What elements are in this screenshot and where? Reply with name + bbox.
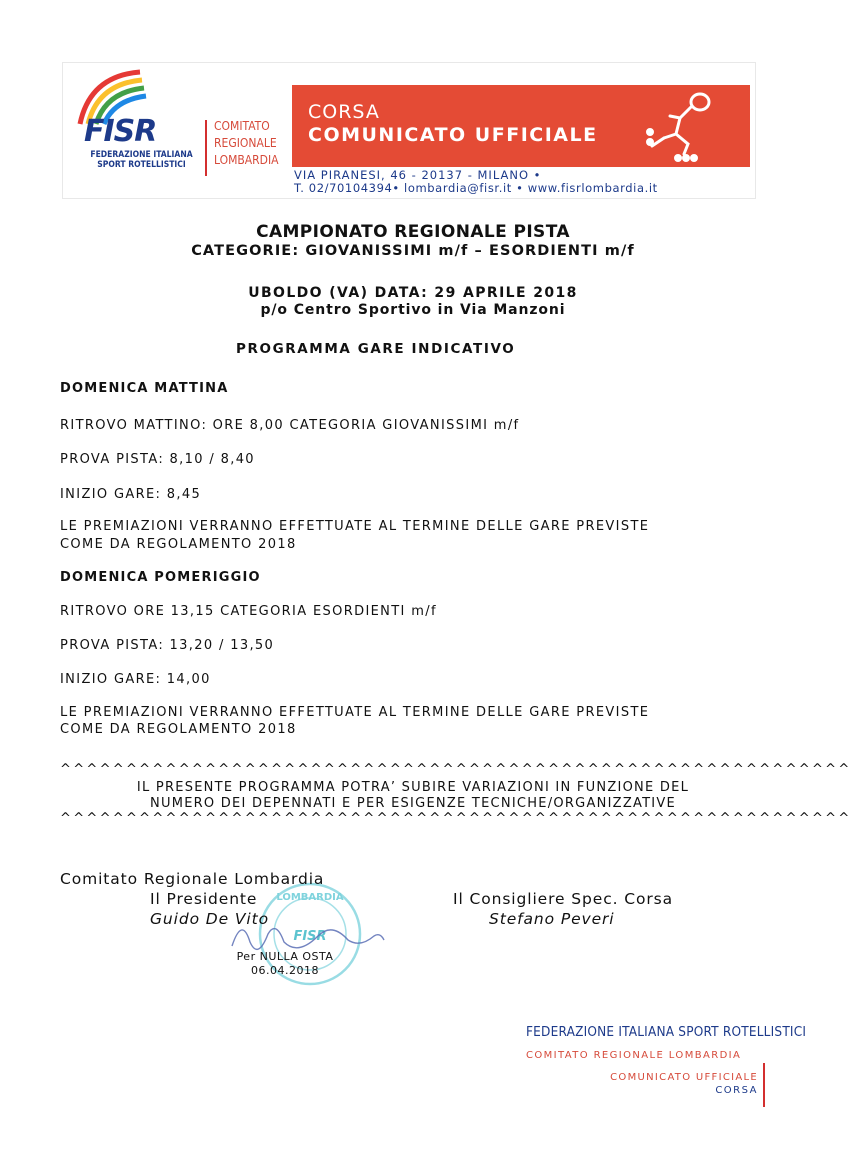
comitato-line-1: COMITATO xyxy=(214,119,270,133)
header-contacts: T. 02/70104394• lombardia@fisr.it • www.fisrlombardia.it xyxy=(294,181,658,195)
afternoon-prova-pista: PROVA PISTA: 13,20 / 13,50 xyxy=(60,638,275,653)
morning-prova-pista: PROVA PISTA: 8,10 / 8,40 xyxy=(60,452,255,467)
morning-heading: DOMENICA MATTINA xyxy=(60,381,229,396)
footer-comitato: COMITATO REGIONALE LOMBARDIA xyxy=(526,1050,742,1061)
morning-premiazioni-line-2: COME DA REGOLAMENTO 2018 xyxy=(60,537,297,552)
banner-discipline: CORSA xyxy=(308,101,380,123)
notice-line-2: NUMERO DEI DEPENNATI E PER ESIGENZE TECNICHE/ORGANIZZATIVE xyxy=(149,796,676,811)
councillor-role: Il Consigliere Spec. Corsa xyxy=(453,890,674,908)
fisr-logo-subtitle: FEDERAZIONE ITALIANA SPORT ROTELLISTICI xyxy=(90,150,193,170)
comitato-logo-text xyxy=(214,118,284,169)
header-address: VIA PIRANESI, 46 - 20137 - MILANO • xyxy=(294,168,542,182)
event-title: CAMPIONATO REGIONALE PISTA xyxy=(256,222,570,242)
president-name: Guido De Vito xyxy=(150,910,269,928)
footer-corsa: CORSA xyxy=(715,1085,758,1096)
stamp-text-center: FISR xyxy=(293,929,327,944)
notice-line-1: IL PRESENTE PROGRAMMA POTRA’ SUBIRE VARIAZIONI IN FUNZIONE DEL xyxy=(136,780,690,795)
logo-divider xyxy=(205,120,207,176)
event-place-date: UBOLDO (VA) DATA: 29 APRILE 2018 xyxy=(248,285,578,301)
footer-accent-bar xyxy=(763,1063,765,1107)
morning-inizio-gare: INIZIO GARE: 8,45 xyxy=(60,487,202,502)
morning-premiazioni-line-1: LE PREMIAZIONI VERRANNO EFFETTUATE AL TERMINE DELLE GARE PREVISTE xyxy=(60,519,650,534)
skater-icon xyxy=(640,88,720,164)
afternoon-premiazioni-line-2: COME DA REGOLAMENTO 2018 xyxy=(60,722,297,737)
program-title: PROGRAMMA GARE INDICATIVO xyxy=(236,341,516,357)
nulla-osta-date: 06.04.2018 xyxy=(251,964,319,977)
footer-comunicato: COMUNICATO UFFICIALE xyxy=(610,1072,758,1083)
comitato-line-2: REGIONALE xyxy=(214,136,277,150)
nulla-osta xyxy=(230,950,340,978)
caret-divider-bottom: ^^^^^^^^^^^^^^^^^^^^^^^^^^^^^^^^^^^^^^^^^^^^^^^^^^^^^^^^^^^^ xyxy=(60,811,852,826)
stamp-text-top: LOMBARDIA xyxy=(276,892,344,903)
afternoon-heading: DOMENICA POMERIGGIO xyxy=(60,570,261,585)
nulla-osta-label: Per NULLA OSTA xyxy=(236,950,334,963)
councillor-name: Stefano Peveri xyxy=(489,910,615,928)
fisr-logo: FISR xyxy=(84,114,157,149)
banner-title: COMUNICATO UFFICIALE xyxy=(308,124,598,146)
morning-ritrovo: RITROVO MATTINO: ORE 8,00 CATEGORIA GIOVANISSIMI m/f xyxy=(60,418,520,433)
afternoon-inizio-gare: INIZIO GARE: 14,00 xyxy=(60,672,211,687)
event-categories: CATEGORIE: GIOVANISSIMI m/f – ESORDIENTI m/f xyxy=(191,243,635,259)
event-venue: p/o Centro Sportivo in Via Manzoni xyxy=(260,302,566,318)
footer-federation: FEDERAZIONE ITALIANA SPORT ROTELLISTICI xyxy=(526,1024,807,1040)
signature-organization: Comitato Regionale Lombardia xyxy=(60,870,325,888)
afternoon-premiazioni-line-1: LE PREMIAZIONI VERRANNO EFFETTUATE AL TERMINE DELLE GARE PREVISTE xyxy=(60,705,650,720)
comitato-line-3: LOMBARDIA xyxy=(214,153,279,167)
president-role: Il Presidente xyxy=(150,890,258,908)
afternoon-ritrovo: RITROVO ORE 13,15 CATEGORIA ESORDIENTI m/f xyxy=(60,604,437,619)
caret-divider-top: ^^^^^^^^^^^^^^^^^^^^^^^^^^^^^^^^^^^^^^^^^^^^^^^^^^^^^^^^^^^^ xyxy=(60,762,852,777)
